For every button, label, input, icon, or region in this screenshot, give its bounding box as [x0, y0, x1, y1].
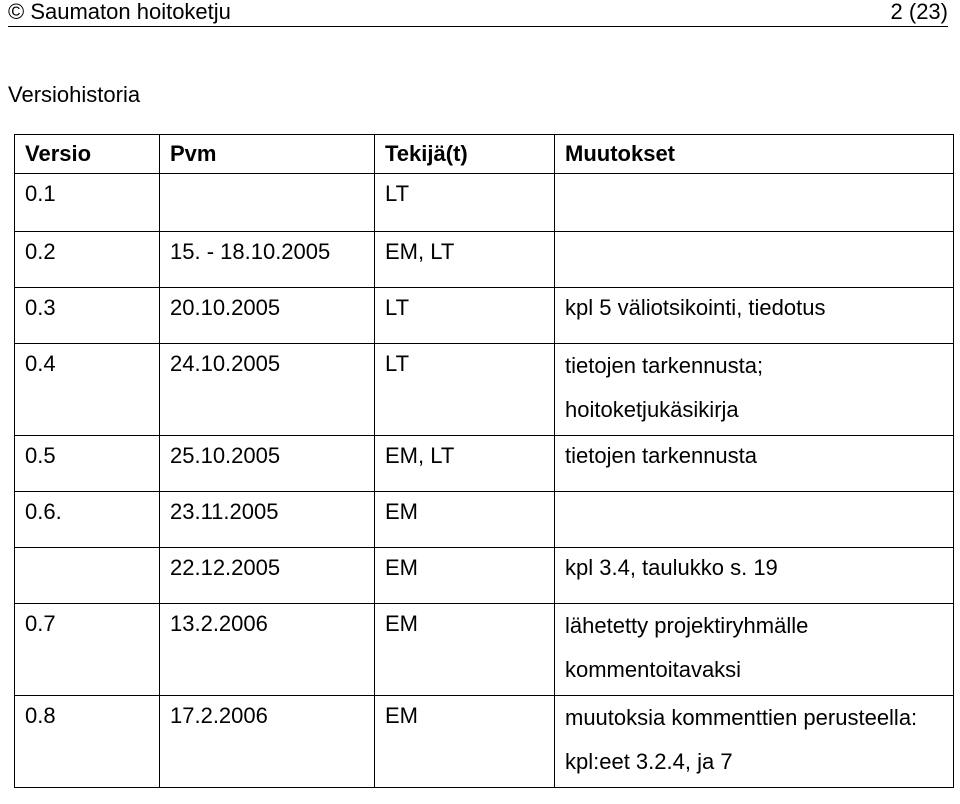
cell-author: EM [375, 548, 555, 604]
page-header [8, 0, 948, 27]
table-row [15, 344, 954, 436]
version-history-table [14, 134, 954, 788]
cell-author: EM [375, 492, 555, 548]
cell-changes: muutoksia kommenttien perusteella: kpl:eet 3.2.4, ja 7 [555, 696, 954, 788]
cell-date: 13.2.2006 [160, 604, 375, 696]
table-row [15, 604, 954, 696]
table-row [15, 232, 954, 288]
cell-version: 0.2 [15, 232, 160, 288]
table-row [15, 696, 954, 788]
cell-changes: lähetetty projektiryhmälle kommentoitavaksi [555, 604, 954, 696]
column-header-author: Tekijä(t) [375, 135, 555, 174]
cell-date: 25.10.2005 [160, 436, 375, 492]
table-header-row [15, 135, 954, 174]
cell-author: EM, LT [375, 436, 555, 492]
cell-author: LT [375, 344, 555, 436]
cell-date: 24.10.2005 [160, 344, 375, 436]
cell-version: 0.3 [15, 288, 160, 344]
cell-version: 0.1 [15, 174, 160, 232]
cell-changes: tietojen tarkennusta [555, 436, 954, 492]
cell-changes [555, 232, 954, 288]
document-title: © Saumaton hoitoketju [8, 0, 231, 24]
cell-date: 17.2.2006 [160, 696, 375, 788]
cell-author: EM [375, 604, 555, 696]
cell-version: 0.8 [15, 696, 160, 788]
cell-changes: tietojen tarkennusta; hoitoketjukäsikirja [555, 344, 954, 436]
cell-version [15, 548, 160, 604]
cell-changes: kpl 5 väliotsikointi, tiedotus [555, 288, 954, 344]
cell-author: LT [375, 174, 555, 232]
table-row [15, 436, 954, 492]
table-row [15, 174, 954, 232]
page-number: 2 (23) [890, 0, 948, 24]
cell-version: 0.7 [15, 604, 160, 696]
cell-changes [555, 492, 954, 548]
table-row [15, 492, 954, 548]
cell-author: EM, LT [375, 232, 555, 288]
cell-date: 20.10.2005 [160, 288, 375, 344]
cell-author: LT [375, 288, 555, 344]
cell-date: 23.11.2005 [160, 492, 375, 548]
cell-version: 0.6. [15, 492, 160, 548]
cell-version: 0.5 [15, 436, 160, 492]
cell-date: 15. - 18.10.2005 [160, 232, 375, 288]
cell-changes: kpl 3.4, taulukko s. 19 [555, 548, 954, 604]
cell-version: 0.4 [15, 344, 160, 436]
table-row [15, 548, 954, 604]
column-header-version: Versio [15, 135, 160, 174]
cell-date: 22.12.2005 [160, 548, 375, 604]
cell-changes [555, 174, 954, 232]
column-header-changes: Muutokset [555, 135, 954, 174]
table-row [15, 288, 954, 344]
section-title: Versiohistoria [8, 82, 141, 107]
column-header-date: Pvm [160, 135, 375, 174]
cell-author: EM [375, 696, 555, 788]
cell-date [160, 174, 375, 232]
